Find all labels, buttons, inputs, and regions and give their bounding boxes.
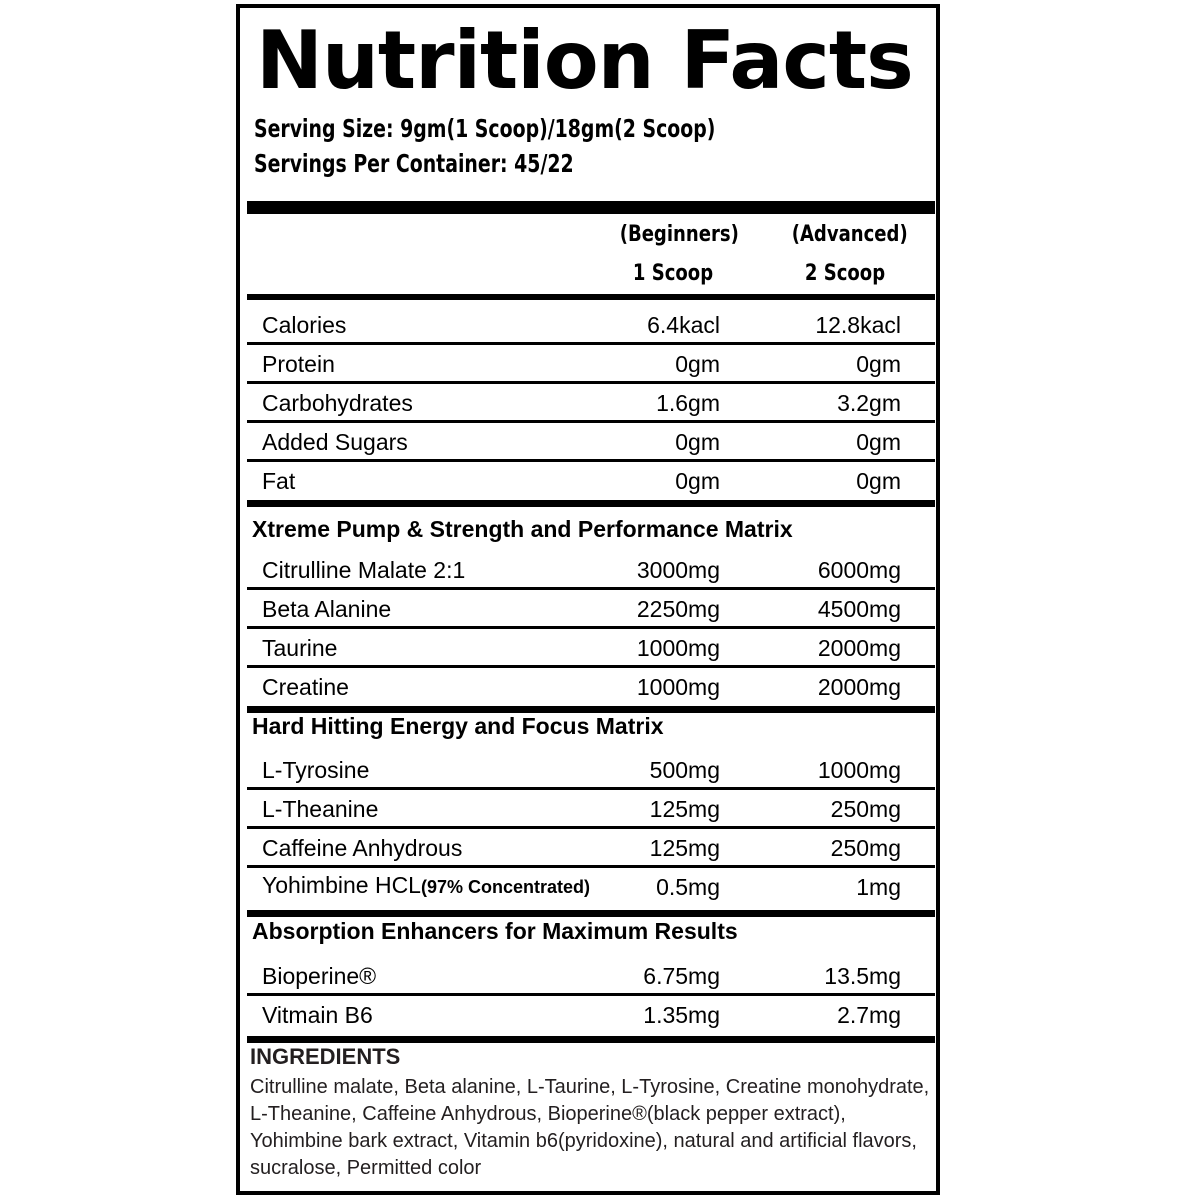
ingredient-value-1-scoop: 6.75mg <box>643 963 720 989</box>
ingredient-row <box>247 787 935 826</box>
nutrient-row <box>247 303 935 342</box>
nutrient-value-1-scoop: 6.4kacl <box>647 312 720 338</box>
ingredient-row <box>247 748 935 787</box>
ingredient-row <box>247 665 935 704</box>
ingredient-value-2-scoop: 6000mg <box>817 557 901 583</box>
ingredient-value-1-scoop: 1000mg <box>636 635 720 661</box>
servings-per-container: Servings Per Container: 45/22 <box>254 149 574 178</box>
nutrient-name: Protein <box>262 351 335 377</box>
col2-level: (Advanced) <box>791 222 908 247</box>
ingredient-name: L-Theanine <box>262 796 379 822</box>
ingredient-value-1-scoop: 125mg <box>649 835 720 861</box>
nutrient-row <box>247 342 935 381</box>
nutrient-value-1-scoop: 0gm <box>675 468 720 494</box>
nutrient-value-2-scoop: 12.8kacl <box>815 312 901 338</box>
ingredient-value-2-scoop: 250mg <box>830 835 901 861</box>
divider-medium <box>247 294 935 300</box>
section-title-absorption: Absorption Enhancers for Maximum Results <box>252 918 738 944</box>
nutrient-value-2-scoop: 0gm <box>856 429 901 455</box>
concentration-note: (97% Concentrated) <box>420 877 590 897</box>
nutrient-name: Fat <box>262 468 296 494</box>
col1-amount: 1 Scoop <box>632 261 714 286</box>
ingredient-name <box>262 871 590 901</box>
nutrient-value-1-scoop: 0gm <box>675 351 720 377</box>
ingredient-row <box>247 626 935 665</box>
ingredient-value-1-scoop: 125mg <box>649 796 720 822</box>
ingredients-title: INGREDIENTS <box>250 1044 401 1069</box>
ingredient-value-2-scoop: 2000mg <box>817 674 901 700</box>
ingredient-value-2-scoop: 1mg <box>856 874 901 900</box>
nutrient-value-1-scoop: 1.6gm <box>656 390 720 416</box>
label-title: Nutrition Facts <box>256 14 913 107</box>
ingredient-row <box>247 587 935 626</box>
ingredient-row <box>247 826 935 865</box>
ingredient-value-2-scoop: 1000mg <box>817 757 901 783</box>
ingredient-row <box>247 954 935 993</box>
ingredient-name: L-Tyrosine <box>262 757 370 783</box>
nutrient-name: Calories <box>262 312 347 338</box>
ingredient-name: Beta Alanine <box>262 596 392 622</box>
ingredient-value-2-scoop: 13.5mg <box>824 963 901 989</box>
ingredient-name: Citrulline Malate 2:1 <box>262 557 466 583</box>
divider-section <box>247 500 935 507</box>
ingredient-name: Creatine <box>262 674 349 700</box>
ingredient-value-1-scoop: 1000mg <box>636 674 720 700</box>
divider-section <box>247 910 935 917</box>
nutrient-value-2-scoop: 0gm <box>856 468 901 494</box>
section-title-energy: Hard Hitting Energy and Focus Matrix <box>252 713 664 739</box>
nutrient-row <box>247 381 935 420</box>
ingredient-value-2-scoop: 4500mg <box>817 596 901 622</box>
ingredient-name-text: Yohimbine HCL <box>262 872 421 898</box>
ingredient-row <box>247 993 935 1032</box>
ingredient-value-1-scoop: 1.35mg <box>643 1002 720 1028</box>
nutrient-name: Added Sugars <box>262 429 408 455</box>
nutrient-value-1-scoop: 0gm <box>675 429 720 455</box>
nutrient-row <box>247 459 935 498</box>
divider-thick <box>247 201 935 214</box>
ingredient-value-1-scoop: 3000mg <box>636 557 720 583</box>
ingredient-name: Caffeine Anhydrous <box>262 835 463 861</box>
serving-size: Serving Size: 9gm(1 Scoop)/18gm(2 Scoop) <box>254 114 716 143</box>
ingredient-name: Vitmain B6 <box>262 1002 373 1028</box>
col2-amount: 2 Scoop <box>804 261 886 286</box>
ingredient-value-1-scoop: 0.5mg <box>656 874 720 900</box>
ingredient-value-2-scoop: 250mg <box>830 796 901 822</box>
ingredient-row <box>247 865 935 904</box>
ingredient-name: Taurine <box>262 635 338 661</box>
ingredient-value-1-scoop: 2250mg <box>636 596 720 622</box>
divider-section <box>247 1036 935 1043</box>
ingredient-value-1-scoop: 500mg <box>649 757 720 783</box>
ingredient-value-2-scoop: 2000mg <box>817 635 901 661</box>
section-title-pump: Xtreme Pump & Strength and Performance Matrix <box>252 516 793 542</box>
nutrient-name: Carbohydrates <box>262 390 413 416</box>
nutrition-label <box>236 4 940 1195</box>
ingredient-name: Bioperine® <box>262 963 377 989</box>
col1-level: (Beginners) <box>619 222 739 247</box>
ingredients-text: Citrulline malate, Beta alanine, L-Taurine, L-Tyrosine, Creatine monohydrate, L-Theanine, Caffeine Anhydrous, Bioperine®(black pepper extract), Yohimbine bark extract, Vitamin b6(pyridoxine), natural and artificial flavors, sucralose, Permitted color <box>250 1076 930 1179</box>
nutrient-value-2-scoop: 0gm <box>856 351 901 377</box>
nutrient-value-2-scoop: 3.2gm <box>837 390 901 416</box>
nutrient-row <box>247 420 935 459</box>
ingredient-value-2-scoop: 2.7mg <box>837 1002 901 1028</box>
ingredient-row <box>247 548 935 587</box>
